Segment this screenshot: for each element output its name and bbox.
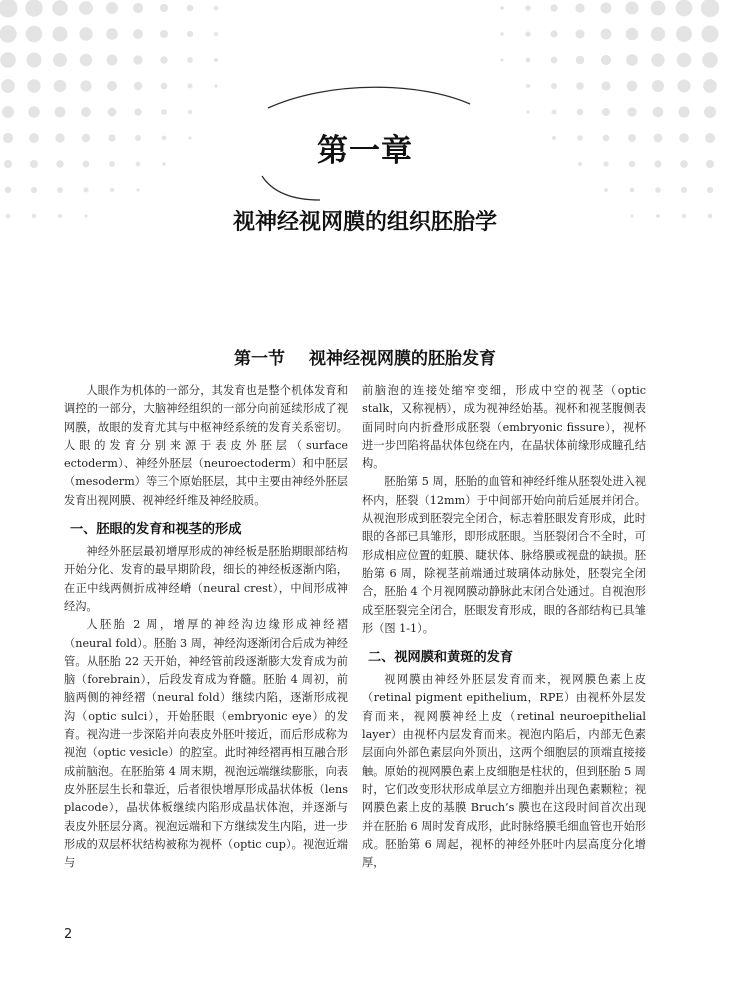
paragraph: 神经外胚层最初增厚形成的神经板是胚胎期眼部结构开始分化、发育的最早期阶段，细长的神经板逐渐内陷，在正中线两侧折成神经嵴（neural crest），中间形成神经沟。 [64,545,348,613]
page-number: 2 [64,927,73,942]
paragraph: 人眼作为机体的一部分，其发育也是整个机体发育和调控的一部分，大脑神经组织的一部分向前延续形成了视网膜，故眼的发育尤其与中枢神经系统的发育关系密切。人眼的发育分别来源于表皮外胚层（surface ectoderm）、神经外胚层（neuroectoderm）和中胚层（mesoderm）等三个原始胚层，其中主要由神经外胚层发育出视网膜、视神经纤维及神经胶质。 [64,384,348,507]
section-title: 视神经视网膜的胚胎发育 [309,349,496,369]
paragraph: 人胚胎 2 周，增厚的神经沟边缘形成神经褶（neural fold）。胚胎 3 周，神经沟逐渐闭合后成为神经管。从胚胎 22 天开始，神经管前段逐渐膨大发育成为前脑（forebrain），后段发育成为脊髓。胚胎 4 周初，前脑两侧的神经褶（neural fold）继续内陷，逐渐形成视沟（optic sulci），开始胚眼（embryonic eye）的发育。视沟进一步深陷并向表皮外胚叶接近，而后形成称为视泡（optic vesicle）的腔室。此时神经褶再相互融合形成前脑泡。在胚胎第 4 周末期，视泡远端继续膨胀，向表皮外胚层生长和靠近，后者很快增厚形成晶状体板（lens placode），晶状体板继续内陷形成晶状体泡，并逐渐与表皮外胚层分离。视泡远端和下方继续发生内陷，进一步形成的双层杯状结构被称为视杯（optic cup）。视泡近端与 [64,618,348,870]
right-text-column [362,382,646,872]
subsection-heading: 二、视网膜和黄斑的发育 [368,650,514,666]
left-text-column [64,382,348,872]
subsection-heading: 一、胚眼的发育和视茎的形成 [70,522,242,538]
paragraph: 胚胎第 5 周，胚胎的血管和神经纤维从胚裂处进入视杯内，胚裂（12mm）于中间部开始向前后延展并闭合。从视泡形成到胚裂完全闭合，标志着胚眼发育形成，此时眼的各部已具雏形，即形成胚眼。当胚裂闭合不全时，可形成相应位置的虹膜、睫状体、脉络膜或视盘的缺损。胚胎第 6 周，除视茎前端通过玻璃体动脉处，胚裂完全闭合，胚胎 4 个月视网膜动静脉此末闭合处通过。自视泡形成至胚裂完全闭合，胚眼发育形成，眼的各部结构已具雏形（图 1-1）。 [362,475,646,635]
section-number: 第一节 [234,349,285,369]
chapter-title: 第一章 [317,133,413,169]
paragraph: 前脑泡的连接处缩窄变细，形成中空的视茎（optic stalk，又称视柄），成为视神经始基。视杯和视茎腹侧表面同时向内折叠形成胚裂（embryonic fissure），视杯进一步凹陷将晶状体包绕在内，在晶状体前缘形成瞳孔结构。 [362,384,646,471]
section-heading [0,344,730,369]
chapter-subtitle: 视神经视网膜的组织胚胎学 [232,210,497,235]
paragraph: 视网膜由神经外胚层发育而来，视网膜色素上皮（retinal pigment epithelium，RPE）由视杯外层发育而来，视网膜神经上皮（retinal neuroepithelial layer）由视杯内层发育而来。视泡内陷后，内部无色素层面向外部色素层向外顶出，这两个细胞层的顶端直接接触。原始的视网膜色素上皮细胞是柱状的，但到胚胎 5 周时，它们改变形状形成单层立方细胞并出现色素颗粒；视网膜色素上皮的基膜 Bruch’s 膜也在这段时间首次出现并在胚胎 6 周时发育成形，此时脉络膜毛细血管也开始形成。胚胎第 6 周起，视杯的神经外胚叶内层高度分化增厚， [362,673,646,870]
